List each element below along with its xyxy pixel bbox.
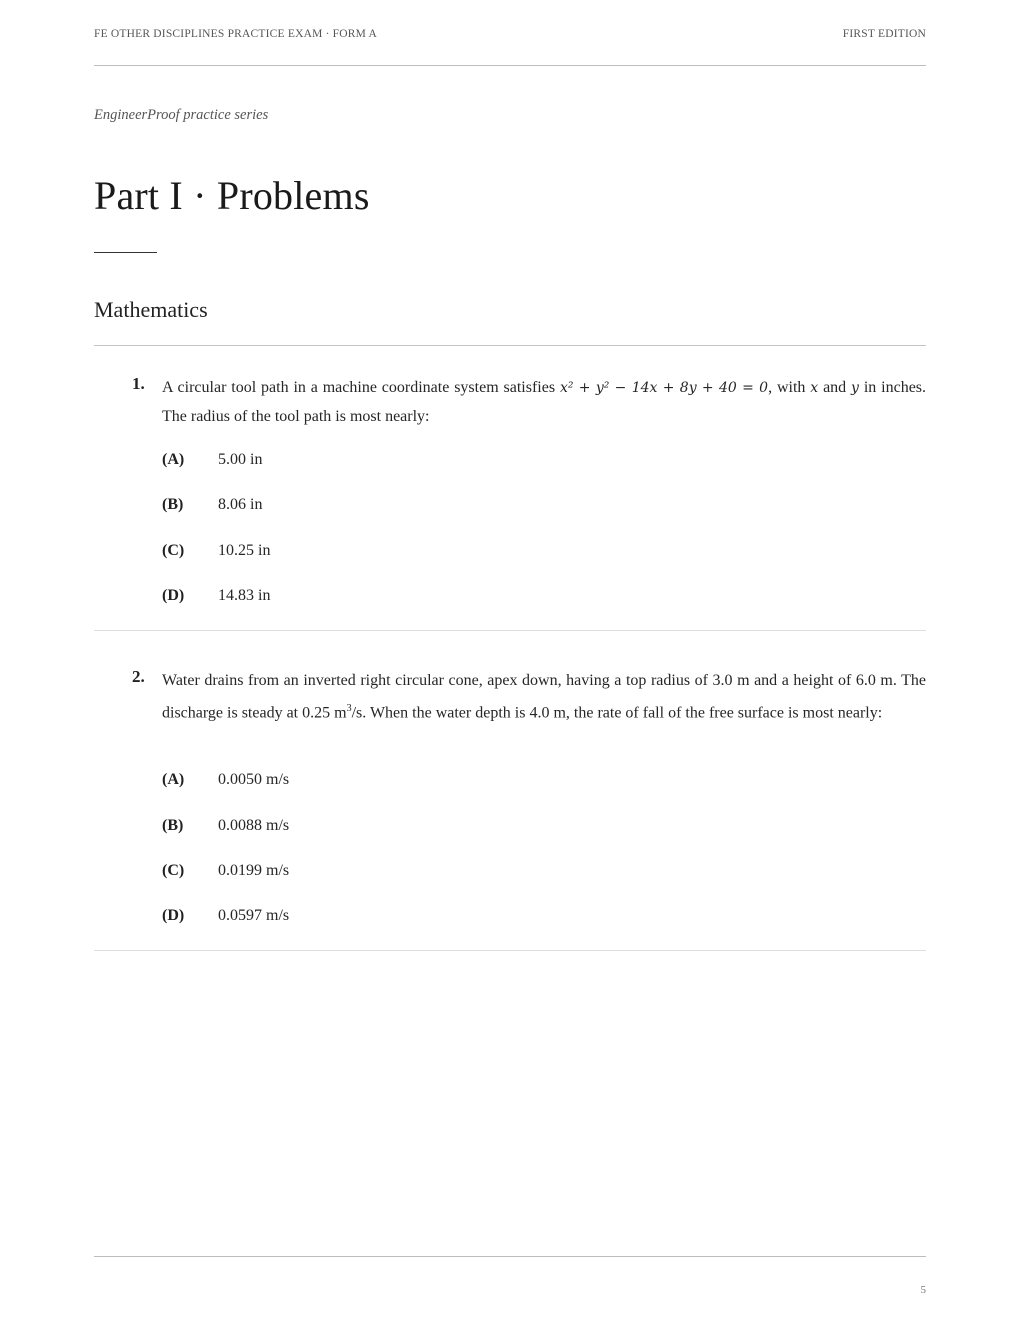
statement-text: /s. When the water depth is 4.0 m, the rate of fall of the free surface is most nearly: <box>351 703 883 721</box>
answer-choice-b[interactable] <box>162 496 662 518</box>
statement-text: Water drains from an inverted right circular cone, apex down, having a top radius of 3.0 m and a height of 6.0 m. The discharge is steady at 0.25 m <box>162 672 926 721</box>
choice-letter: (C) <box>162 862 185 879</box>
header-divider <box>94 65 926 66</box>
statement-text: , with <box>768 379 806 396</box>
series-label: EngineerProof practice series <box>94 107 269 123</box>
answer-choice-c[interactable] <box>162 862 662 884</box>
variable-x: x <box>810 380 819 396</box>
choice-text: 0.0199 m/s <box>218 862 290 879</box>
choice-letter: (B) <box>162 817 184 834</box>
section-title: Mathematics <box>94 297 208 322</box>
choice-letter: (D) <box>162 907 185 924</box>
running-header-edition: FIRST EDITION <box>842 28 926 40</box>
choice-letter: (D) <box>162 587 185 604</box>
choice-letter: (A) <box>162 451 185 468</box>
running-header-title: FE OTHER DISCIPLINES PRACTICE EXAM · FORM A <box>94 28 378 40</box>
section-divider <box>94 345 926 346</box>
choice-text: 10.25 in <box>218 542 271 559</box>
choice-text: 14.83 in <box>218 587 271 604</box>
problem-statement <box>162 374 926 430</box>
answer-choice-a[interactable] <box>162 771 662 793</box>
choice-letter: (C) <box>162 542 185 559</box>
answer-choice-a[interactable] <box>162 451 662 473</box>
problem-divider <box>94 950 926 951</box>
part-title: Part I · Problems <box>94 173 370 218</box>
choice-letter: (A) <box>162 771 185 788</box>
statement-text: A circular tool path in a machine coordinate system satisfies <box>162 379 556 396</box>
answer-choice-d[interactable] <box>162 587 662 609</box>
statement-text: and <box>823 379 847 396</box>
circle-equation: x² + y² − 14x + 8y + 40 = 0 <box>559 380 769 396</box>
choice-text: 5.00 in <box>218 451 263 468</box>
choice-letter: (B) <box>162 496 184 513</box>
choice-text: 0.0050 m/s <box>218 771 290 788</box>
statement-text: in inches. The radius of the tool path is most nearly: <box>162 379 927 425</box>
choice-text: 0.0088 m/s <box>218 817 290 834</box>
unit-exponent: 3 <box>346 702 352 714</box>
answer-choice-b[interactable] <box>162 817 662 839</box>
footer-divider <box>94 1256 926 1257</box>
problem-statement <box>162 667 926 726</box>
problem-number: 1. <box>132 374 145 393</box>
page <box>94 0 926 1320</box>
choice-text: 8.06 in <box>218 496 263 513</box>
part-title-underline <box>94 252 157 253</box>
answer-choice-c[interactable] <box>162 542 662 564</box>
page-number: 5 <box>920 1284 926 1296</box>
answer-choice-d[interactable] <box>162 907 662 929</box>
problem-number: 2. <box>132 667 145 686</box>
running-header <box>94 28 926 40</box>
problem-divider <box>94 630 926 631</box>
variable-y: y <box>851 380 859 396</box>
choice-text: 0.0597 m/s <box>218 907 290 924</box>
